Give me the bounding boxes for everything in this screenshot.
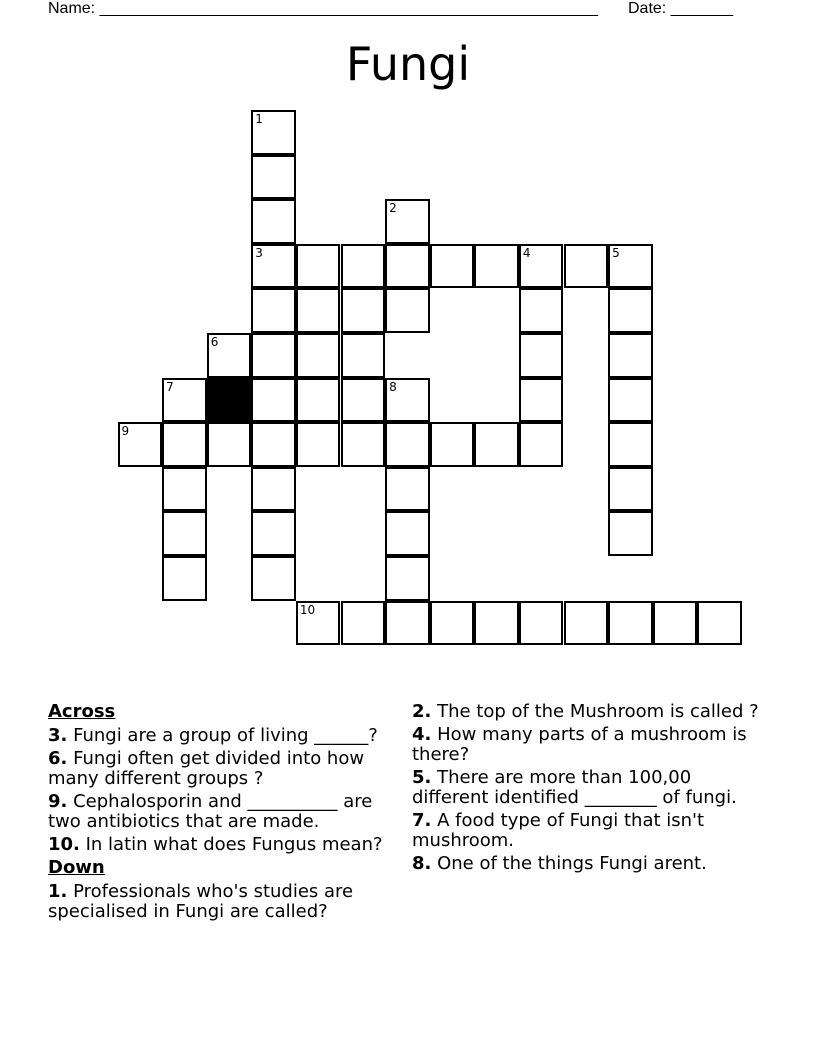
clue-text: In latin what does Fungus mean? (79, 834, 383, 855)
clue-text: The top of the Mushroom is called ? (431, 701, 759, 722)
crossword-cell[interactable] (341, 601, 386, 646)
crossword-cell[interactable] (251, 511, 296, 556)
crossword-cell[interactable] (385, 378, 430, 423)
clue-text: Fungi are a group of living ______? (67, 725, 378, 746)
crossword-cell[interactable] (207, 333, 252, 378)
crossword-cell[interactable] (474, 244, 519, 289)
clue-item (48, 792, 393, 832)
crossword-cell[interactable] (385, 467, 430, 512)
crossword-cell[interactable] (162, 422, 207, 467)
crossword-cell[interactable] (118, 422, 163, 467)
down-heading: Down (48, 857, 105, 878)
clue-number: 10. (48, 834, 80, 855)
clue-text: Professionals who's studies are specialised in Fungi are called? (48, 881, 354, 922)
clue-number: 6. (48, 748, 68, 769)
clues-right-column (412, 702, 772, 877)
crossword-cell[interactable] (564, 244, 609, 289)
clue-item (48, 726, 393, 746)
clue-item (412, 725, 772, 765)
crossword-cell[interactable] (251, 155, 296, 200)
clue-number: 4. (412, 724, 432, 745)
clue-number: 1. (48, 881, 68, 902)
crossword-cell[interactable] (385, 244, 430, 289)
crossword-cell[interactable] (385, 601, 430, 646)
crossword-cell[interactable] (385, 422, 430, 467)
crossword-cell[interactable] (162, 467, 207, 512)
crossword-cell[interactable] (608, 422, 653, 467)
crossword-cell[interactable] (162, 511, 207, 556)
crossword-cell[interactable] (251, 378, 296, 423)
crossword-cell[interactable] (341, 422, 386, 467)
clue-number: 7. (412, 810, 432, 831)
crossword-cell[interactable] (608, 378, 653, 423)
clue-number: 8 (389, 379, 397, 394)
clue-text: There are more than 100,00 different identified ________ of fungi. (412, 767, 737, 808)
crossword-cell[interactable] (251, 556, 296, 601)
clue-item (48, 749, 393, 789)
crossword-cell[interactable] (162, 556, 207, 601)
crossword-cell[interactable] (251, 333, 296, 378)
crossword-cell[interactable] (608, 467, 653, 512)
clue-number: 6 (210, 335, 219, 349)
crossword-cell[interactable] (162, 378, 207, 423)
crossword-cell[interactable] (474, 601, 519, 646)
crossword-cell[interactable] (296, 288, 341, 333)
clue-item (412, 854, 772, 874)
crossword-cell[interactable] (296, 244, 341, 289)
crossword-block-cell (207, 378, 252, 423)
across-heading: Across (48, 701, 116, 722)
crossword-cell[interactable] (251, 110, 296, 155)
crossword-cell[interactable] (385, 556, 430, 601)
crossword-cell[interactable] (519, 333, 564, 378)
clue-number: 2. (412, 701, 432, 722)
crossword-cell[interactable] (385, 288, 430, 333)
crossword-cell[interactable] (519, 288, 564, 333)
crossword-cell[interactable] (564, 601, 609, 646)
clue-item (48, 882, 393, 922)
clue-text: How many parts of a mushroom is there? (412, 724, 747, 765)
crossword-cell[interactable] (251, 422, 296, 467)
clue-number: 9. (48, 791, 68, 812)
crossword-cell[interactable] (296, 422, 341, 467)
crossword-cell[interactable] (251, 467, 296, 512)
name-label: Name: ________________________________________________________ (48, 0, 598, 17)
clue-item (412, 768, 772, 808)
crossword-cell[interactable] (296, 333, 341, 378)
clue-number: 7 (166, 379, 174, 394)
clue-number: 5. (412, 767, 432, 788)
crossword-cell[interactable] (251, 288, 296, 333)
clue-number: 10 (299, 602, 316, 617)
clue-item (48, 835, 393, 855)
crossword-cell[interactable] (519, 601, 564, 646)
clue-number: 3. (48, 725, 68, 746)
crossword-cell[interactable] (519, 422, 564, 467)
clue-item (412, 702, 772, 722)
crossword-cell[interactable] (341, 288, 386, 333)
crossword-cell[interactable] (341, 244, 386, 289)
crossword-cell[interactable] (474, 422, 519, 467)
crossword-cell[interactable] (519, 378, 564, 423)
crossword-cell[interactable] (608, 511, 653, 556)
clue-text: A food type of Fungi that isn't mushroom. (412, 810, 705, 851)
page-title: Fungi (345, 37, 471, 91)
crossword-cell[interactable] (385, 199, 430, 244)
crossword-cell[interactable] (430, 422, 475, 467)
clue-text: Fungi often get divided into how many different groups ? (48, 748, 365, 789)
clue-text: Cephalosporin and __________ are two antibiotics that are made. (48, 791, 373, 832)
crossword-cell[interactable] (608, 244, 653, 289)
crossword-cell[interactable] (697, 601, 742, 646)
clue-number: 5 (612, 245, 620, 260)
crossword-cell[interactable] (341, 378, 386, 423)
crossword-cell[interactable] (207, 422, 252, 467)
clue-item (412, 811, 772, 851)
crossword-cell[interactable] (608, 601, 653, 646)
clue-number: 1 (255, 112, 263, 126)
crossword-cell[interactable] (608, 288, 653, 333)
clue-number: 4 (522, 245, 531, 260)
crossword-cell[interactable] (430, 601, 475, 646)
crossword-cell[interactable] (251, 244, 296, 289)
clue-number: 3 (255, 245, 263, 260)
crossword-cell[interactable] (430, 244, 475, 289)
crossword-cell[interactable] (296, 601, 341, 646)
crossword-cell[interactable] (341, 333, 386, 378)
crossword-cell[interactable] (251, 199, 296, 244)
clue-number: 8. (412, 853, 432, 874)
clues-left-column (48, 702, 393, 925)
clue-number: 9 (121, 424, 130, 439)
crossword-cell[interactable] (296, 378, 341, 423)
clue-number: 2 (389, 201, 397, 216)
crossword-cell[interactable] (608, 333, 653, 378)
clue-text: One of the things Fungi arent. (431, 853, 707, 874)
crossword-cell[interactable] (385, 511, 430, 556)
date-label: Date: _______ (628, 0, 733, 17)
crossword-cell[interactable] (653, 601, 698, 646)
crossword-cell[interactable] (519, 244, 564, 289)
